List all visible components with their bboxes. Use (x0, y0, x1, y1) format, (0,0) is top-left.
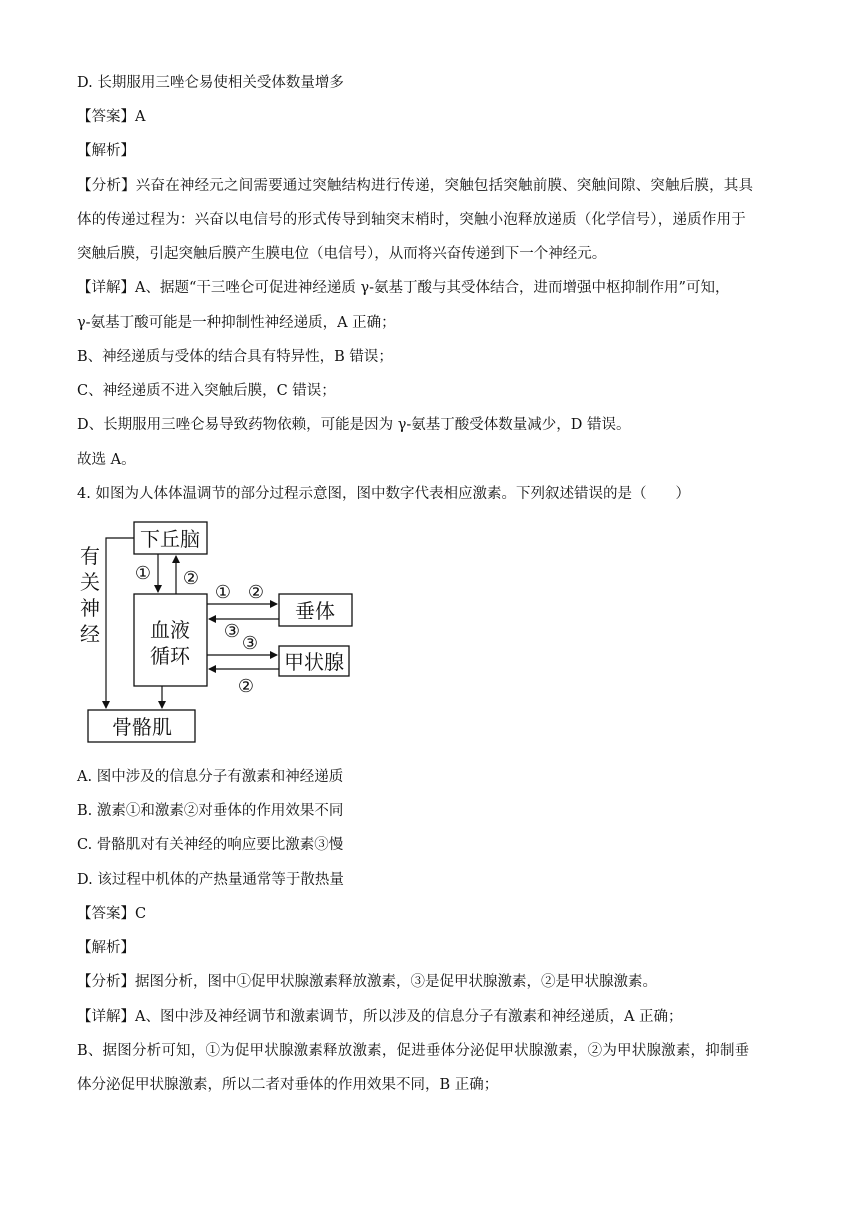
hormone-2-label-left: ② (182, 568, 200, 589)
analysis-text-line-1: 【分析】兴奋在神经元之间需要通过突触结构进行传递，突触包括突触前膜、突触间隙、突触后膜，其具 (77, 178, 754, 194)
thyroid-label: 甲状腺 (284, 650, 344, 674)
blood-label-line-2: 循环 (150, 644, 190, 668)
blood-label-line-1: 血液 (150, 618, 190, 642)
hormone-3-label-thyroid: ③ (241, 633, 259, 654)
detail-c: C、神经递质不进入突触后膜，C 错误； (77, 383, 336, 399)
analysis-text-line-3: 突触后膜，引起突触后膜产生膜电位（电信号），从而将兴奋传递到下一个神经元。 (77, 246, 607, 262)
detail-4-b-line-1: B、据图分析可知，①为促甲状腺激素释放激素，促进垂体分泌促甲状腺激素，②为甲状腺激素，抑制垂 (77, 1043, 750, 1059)
nerve-arrow (106, 538, 134, 708)
detail-d: D、长期服用三唑仑易导致药物依赖，可能是因为 γ-氨基丁酸受体数量减少，D 错误。 (77, 417, 631, 433)
pituitary-label: 垂体 (295, 599, 335, 623)
question-4-stem: 4. 如图为人体体温调节的部分过程示意图，图中数字代表相应激素。下列叙述错误的是（ ） (77, 486, 690, 502)
detail-a-line-2: γ-氨基丁酸可能是一种抑制性神经递质，A 正确； (77, 315, 396, 331)
nerve-label-char-2: 关 (80, 570, 100, 594)
hypothalamus-label: 下丘脑 (140, 527, 200, 551)
detail-4-b-line-2: 体分泌促甲状腺激素，所以二者对垂体的作用效果不同，B 正确； (77, 1077, 499, 1093)
answer-label-4: 【答案】C (77, 906, 147, 922)
option-b: B. 激素①和激素②对垂体的作用效果不同 (77, 803, 344, 819)
hormone-2-label-thyroid: ② (237, 676, 255, 697)
analysis-4-text: 【分析】据图分析，图中①促甲状腺激素释放激素，③是促甲状腺激素，②是甲状腺激素。 (77, 974, 657, 990)
hormone-1-label-pituitary: ① (214, 582, 232, 603)
option-c: C. 骨骼肌对有关神经的响应要比激素③慢 (77, 837, 344, 853)
thermoregulation-diagram (72, 512, 372, 752)
skeletal-muscle-label: 骨骼肌 (112, 715, 172, 739)
analysis-label-4: 【解析】 (77, 940, 135, 956)
nerve-label-char-1: 有 (80, 544, 100, 568)
detail-4-a: 【详解】A、图中涉及神经调节和激素调节，所以涉及的信息分子有激素和神经递质，A 正确； (77, 1009, 683, 1025)
detail-a-line-1: 【详解】A、据题“干三唑仑可促进神经递质 γ-氨基丁酸与其受体结合，进而增强中枢抑制作用”可知， (77, 280, 730, 296)
hormone-1-label-left: ① (134, 563, 152, 584)
option-d-prev: D. 长期服用三唑仑易使相关受体数量增多 (77, 75, 344, 91)
answer-label-3: 【答案】A (77, 109, 146, 125)
detail-b: B、神经递质与受体的结合具有特异性，B 错误； (77, 349, 393, 365)
hormone-3-label-pituitary: ③ (223, 621, 241, 642)
analysis-label-3: 【解析】 (77, 143, 135, 159)
analysis-text-line-2: 体的传递过程为：兴奋以电信号的形式传导到轴突末梢时，突触小泡释放递质（化学信号），递质作用于 (77, 212, 746, 228)
conclusion: 故选 A。 (77, 452, 136, 468)
nerve-label-char-4: 经 (80, 622, 100, 646)
hormone-2-label-pituitary: ② (247, 582, 265, 603)
option-a: A. 图中涉及的信息分子有激素和神经递质 (77, 769, 344, 785)
option-d: D. 该过程中机体的产热量通常等于散热量 (77, 872, 344, 888)
nerve-label-char-3: 神 (80, 596, 100, 620)
